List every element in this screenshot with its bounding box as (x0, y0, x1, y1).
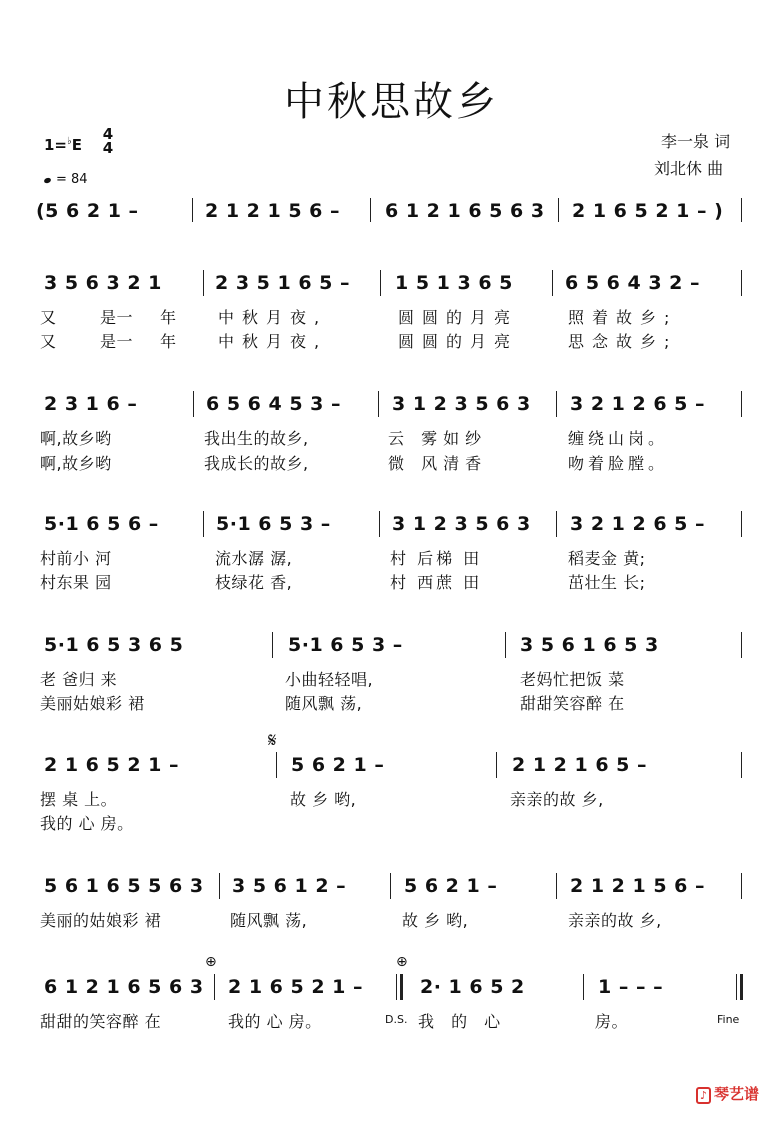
repeat-bar-line (396, 974, 397, 1000)
fine-marking: Fine (717, 1013, 740, 1026)
lyric: 年 (160, 332, 177, 351)
lyric: 稻麦金 黄; (568, 549, 646, 568)
measure: 5 6 1 6 5 5 6 3 (44, 875, 204, 897)
measure: 5 6 2 1 – (404, 875, 498, 897)
quarter-note-icon (43, 177, 51, 184)
bar-line (583, 974, 584, 1000)
bar-line (203, 511, 204, 537)
measure: 5·1 6 5 6 – (44, 513, 159, 535)
bar-line (203, 270, 204, 296)
time-signature: 4 4 (102, 125, 114, 157)
bar-line (741, 391, 742, 417)
lyric: 美丽姑娘彩 裙 (40, 694, 145, 713)
measure: 5·1 6 5 3 – (216, 513, 331, 535)
measure: 2· 1 6 5 2 (420, 976, 525, 998)
measure: 3 1 2 3 5 6 3 (392, 513, 531, 535)
bar-line (505, 632, 506, 658)
bar-line (741, 632, 742, 658)
lyric: 老妈忙把饭 菜 (520, 670, 625, 689)
lyric: 思念故乡; (568, 332, 678, 351)
lyric: 微 风清香 (388, 454, 488, 473)
lyric: 是一 (100, 332, 134, 351)
measure: 6 1 2 1 6 5 6 3 (385, 200, 545, 222)
bar-line (379, 511, 380, 537)
lyric: 美丽的姑娘彩 裙 (40, 911, 162, 930)
lyric: 啊,故乡哟 (40, 454, 112, 473)
bar-line (219, 873, 220, 899)
measure: (5 6 2 1 – (36, 200, 139, 222)
measure: 6 1 2 1 6 5 6 3 (44, 976, 204, 998)
ds-marking: D.S. (385, 1013, 408, 1026)
bar-line (378, 391, 379, 417)
coda-icon: ⊕ (396, 954, 408, 970)
bar-line (193, 391, 194, 417)
lyric: 我的 心 房。 (40, 814, 134, 833)
lyric: 年 (160, 308, 177, 327)
measure: 3 2 1 2 6 5 – (570, 513, 706, 535)
measure: 3 5 6 1 6 5 3 (520, 634, 659, 656)
lyric: 吻着脸膛。 (568, 454, 669, 473)
bar-line (556, 391, 557, 417)
bar-line (741, 270, 742, 296)
final-bar-line-thick (740, 974, 743, 1000)
bar-line (380, 270, 381, 296)
lyric: 甜甜的笑容醉 在 (40, 1012, 162, 1031)
lyric: 枝绿花 香, (215, 573, 293, 592)
bar-line (390, 873, 391, 899)
bar-line (276, 752, 277, 778)
measure: 2 3 5 1 6 5 – (215, 272, 351, 294)
lyric: 是一 (100, 308, 134, 327)
bar-line (556, 873, 557, 899)
lyric: 房。 (595, 1012, 629, 1031)
composer-credit: 刘北休 曲 (654, 159, 724, 178)
lyric: 我出生的故乡, (204, 429, 309, 448)
lyric: 故 乡 哟, (402, 911, 469, 930)
lyric: 圆圆的月亮 (398, 332, 519, 351)
lyric: 亲亲的故 乡, (510, 790, 604, 809)
lyric: 流水潺 潺, (215, 549, 293, 568)
measure: 1 – – – (598, 976, 664, 998)
lyric: 缠绕山岗。 (568, 429, 669, 448)
tempo-marking: = 84 (44, 172, 88, 187)
final-bar-line (736, 974, 737, 1000)
bar-line (741, 873, 742, 899)
lyric: 又 (40, 332, 57, 351)
measure: 3 2 1 2 6 5 – (570, 393, 706, 415)
bar-line (552, 270, 553, 296)
lyric: 啊,故乡哟 (40, 429, 112, 448)
measure: 2 1 2 1 6 5 – (512, 754, 648, 776)
lyric: 甜甜笑容醉 在 (520, 694, 625, 713)
piano-logo-icon: ♪ (696, 1087, 711, 1104)
lyric: 老 爸归 来 (40, 670, 118, 689)
lyric: 小曲轻轻唱, (285, 670, 374, 689)
lyric: 摆 桌 上。 (40, 790, 118, 809)
measure: 5·1 6 5 3 – (288, 634, 403, 656)
bar-line (192, 198, 193, 222)
measure: 2 1 6 5 2 1 – (228, 976, 364, 998)
lyric: 村 西蔗 田 (390, 573, 483, 592)
lyric: 村 后梯 田 (390, 549, 483, 568)
bar-line (370, 198, 371, 222)
lyric: 亲亲的故 乡, (568, 911, 662, 930)
measure: 1 5 1 3 6 5 (395, 272, 513, 294)
measure: 5·1 6 5 3 6 5 (44, 634, 184, 656)
lyric: 村东果 园 (40, 573, 112, 592)
lyric: 随风飘 荡, (230, 911, 308, 930)
lyric: 圆圆的月亮 (398, 308, 519, 327)
lyric: 又 (40, 308, 57, 327)
segno-icon: 𝄋 (268, 728, 277, 752)
lyric: 村前小 河 (40, 549, 112, 568)
measure: 6 5 6 4 5 3 – (206, 393, 342, 415)
lyric: 我 的 心 (418, 1012, 507, 1031)
lyric: 中秋月夜, (218, 308, 328, 327)
lyric: 茁壮生 长; (568, 573, 646, 592)
bar-line (214, 974, 215, 1000)
measure: 3 5 6 3 2 1 (44, 272, 162, 294)
measure: 3 1 2 3 5 6 3 (392, 393, 531, 415)
bar-line (496, 752, 497, 778)
lyric: 照着故乡; (568, 308, 678, 327)
lyricist-credit: 李一泉 词 (661, 132, 731, 151)
song-title: 中秋思故乡 (284, 79, 499, 125)
lyric: 随风飘 荡, (285, 694, 363, 713)
bar-line (558, 198, 559, 222)
lyric: 我的 心 房。 (228, 1012, 322, 1031)
bar-line (272, 632, 273, 658)
lyric: 中秋月夜, (218, 332, 328, 351)
key-signature: 1=♭E (44, 136, 82, 154)
site-logo: ♪ 琴艺谱 (696, 1083, 759, 1104)
lyric: 故 乡 哟, (290, 790, 357, 809)
repeat-bar-line-thick (400, 974, 403, 1000)
coda-icon: ⊕ (205, 954, 217, 970)
measure: 2 1 2 1 5 6 – (570, 875, 706, 897)
measure: 2 1 6 5 2 1 – ) (572, 200, 724, 222)
measure: 6 5 6 4 3 2 – (565, 272, 701, 294)
measure: 2 1 2 1 5 6 – (205, 200, 341, 222)
bar-line (741, 752, 742, 778)
bar-line (741, 198, 742, 222)
measure: 3 5 6 1 2 – (232, 875, 347, 897)
bar-line (556, 511, 557, 537)
measure: 5 6 2 1 – (291, 754, 385, 776)
measure: 2 1 6 5 2 1 – (44, 754, 180, 776)
lyric: 我成长的故乡, (204, 454, 309, 473)
lyric: 云 雾如纱 (388, 429, 488, 448)
measure: 2 3 1 6 – (44, 393, 138, 415)
bar-line (741, 511, 742, 537)
